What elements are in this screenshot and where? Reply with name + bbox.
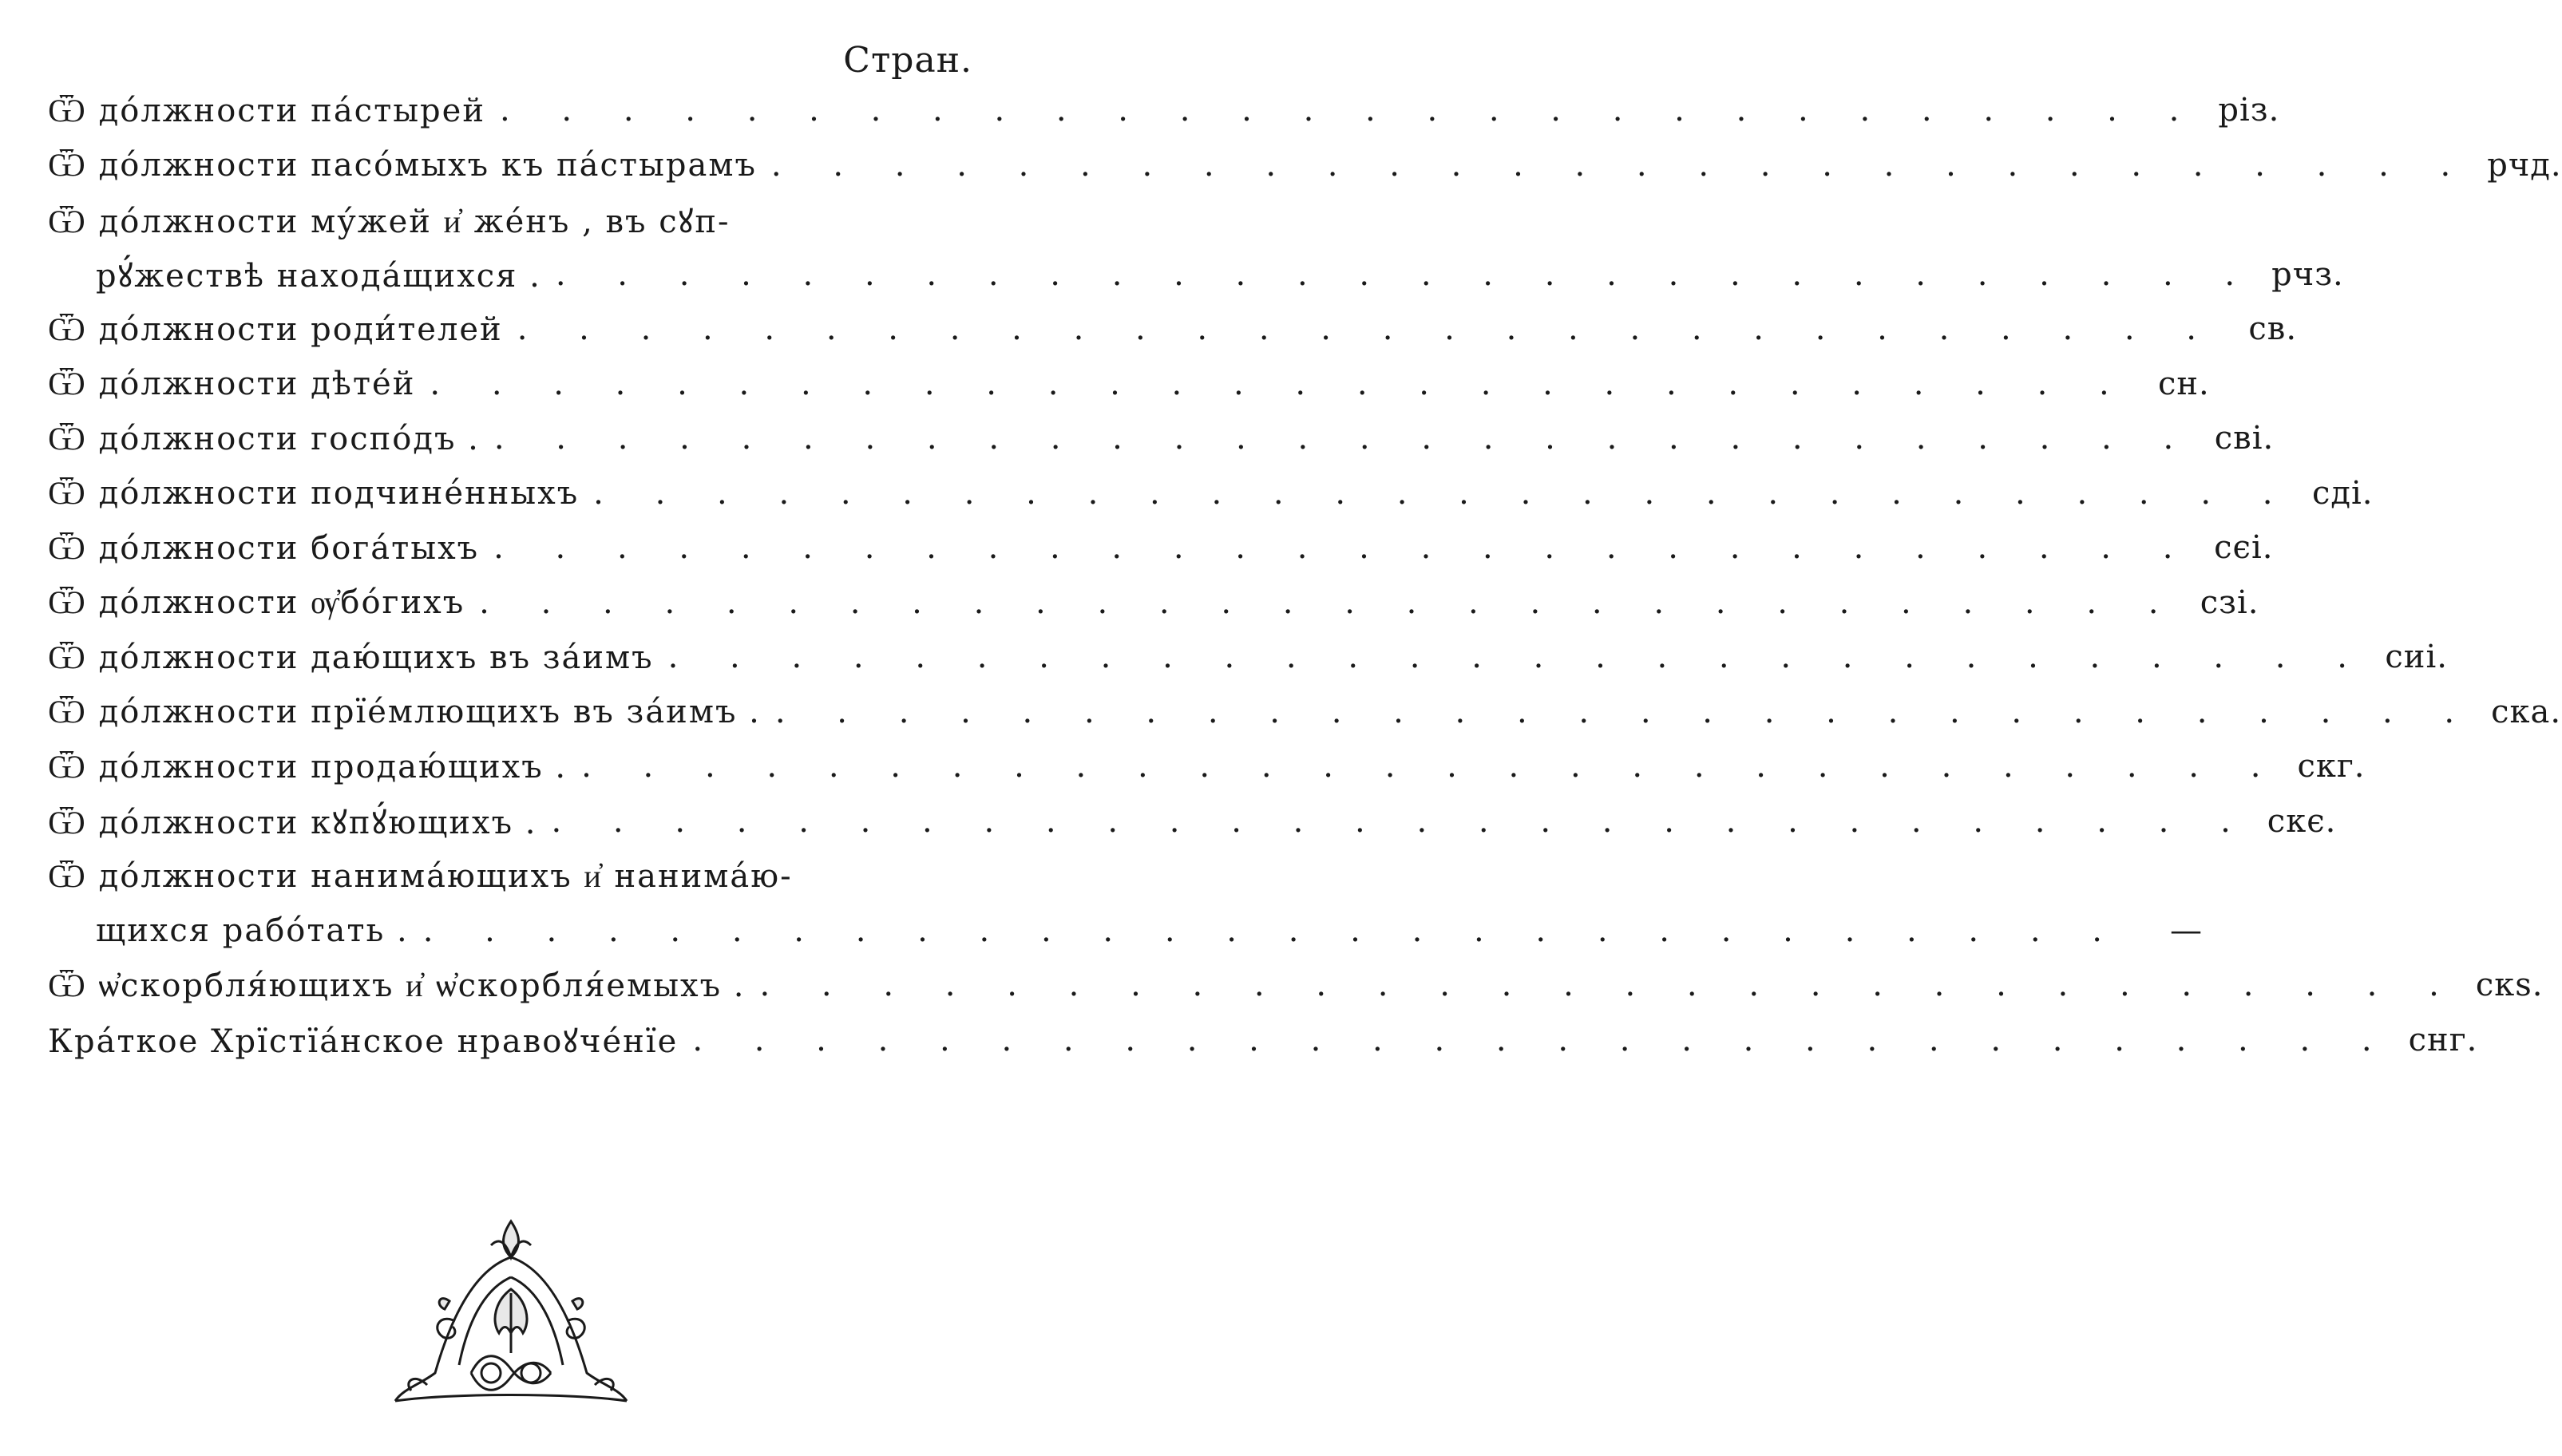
dot-leader: . . . . . . . . . . . . . . . . . . . . . . . . . . . . <box>593 474 2294 512</box>
dot-leader: . . . . . . . . . . . . . . . . . . . . . . . . . . . . <box>479 584 2180 621</box>
toc-entry-title: Ѿ ѡ҆скорбля́ющихъ и҆ ѡ҆скорбля́емыхъ . <box>48 967 746 1004</box>
toc-entry <box>48 192 971 247</box>
toc-entry <box>48 466 2374 521</box>
dot-leader: . . . . . . . . . . . . . . . . . . . . . . . . . . . . <box>555 255 2256 293</box>
dot-leader: . . . . . . . . . . . . . . . . . . . . . . . . . . . . <box>493 420 2195 457</box>
toc-entry-title: щихся рабо́тать . <box>96 912 409 949</box>
toc-entry <box>48 411 2275 466</box>
toc-entry <box>48 83 2280 138</box>
toc-entry-title: Ѿ до́лжности му́жей и҆ же́нъ , въ сꙋп- <box>48 203 731 240</box>
toc-entry-page: сн. <box>2157 365 2210 402</box>
toc-entry-page: сєі. <box>2214 529 2274 567</box>
toc-entry-title: Ѿ до́лжности бога́тыхъ <box>48 529 480 567</box>
toc-entry <box>48 958 2544 1013</box>
toc-entry <box>48 685 2562 740</box>
toc-entry <box>48 576 2259 631</box>
toc-entry-continuation <box>48 904 2204 959</box>
toc-entry-title: Ѿ до́лжности пасо́мыхъ къ па́стырамъ <box>48 147 757 184</box>
toc-entry-page: сзі. <box>2200 584 2259 621</box>
toc-entry-title: Ѿ до́лжности подчине́нныхъ <box>48 475 580 512</box>
toc-entry-page: снг. <box>2408 1021 2478 1058</box>
toc-entry-title: Ѿ до́лжности госпо́дъ . <box>48 420 480 457</box>
toc-entry-page: — <box>2170 912 2204 949</box>
toc-entry-title: Ѿ до́лжности прїе́млющихъ въ за́имъ . <box>48 694 761 731</box>
toc-entry <box>48 849 971 904</box>
toc-entry-title: рꙋ́жествѣ находа́щихся . <box>96 258 541 295</box>
dot-leader: . . . . . . . . . . . . . . . . . . . . . . . . . . . . <box>500 92 2200 129</box>
dot-leader: . . . . . . . . . . . . . . . . . . . . . . . . . . . . <box>422 912 2124 949</box>
toc-entry-page: сиі. <box>2385 639 2448 676</box>
toc-entry-page: сді. <box>2311 474 2374 512</box>
toc-entry-title: Ѿ до́лжности кꙋпꙋ́ющихъ . <box>48 805 537 842</box>
page-column-header: Стран. <box>843 40 972 81</box>
toc-entry-title: Ѿ до́лжности ѹ҆бо́гихъ <box>48 584 465 622</box>
toc-entry-page: св. <box>2248 311 2298 348</box>
toc-entry-title: Кра́ткое Хрїстїа́нское нравоꙋче́нїе <box>48 1023 679 1061</box>
toc-entry <box>48 739 2366 794</box>
toc-entry-page: скѕ. <box>2475 967 2544 1004</box>
toc-entry-page: рчз. <box>2271 255 2344 293</box>
dot-leader: . . . . . . . . . . . . . . . . . . . . . . . . . . . . <box>667 639 2368 676</box>
toc-entry <box>48 138 2562 193</box>
dot-leader: . . . . . . . . . . . . . . . . . . . . . . . . . . . . <box>759 967 2460 1004</box>
toc-entry <box>48 302 2298 357</box>
toc-entry-title: Ѿ до́лжности нанима́ющихъ и҆ нанима́ю- <box>48 857 793 895</box>
toc-entry-continuation <box>48 247 2344 303</box>
dot-leader: . . . . . . . . . . . . . . . . . . . . . . . . . . . . <box>551 802 2251 840</box>
toc-entry-page: різ. <box>2218 92 2280 129</box>
floral-vignette-icon <box>379 1213 643 1421</box>
dot-leader: . . . . . . . . . . . . . . . . . . . . . . . . . . . . <box>493 529 2194 567</box>
table-of-contents <box>48 83 2562 1067</box>
dot-leader: . . . . . . . . . . . . . . . . . . . . . . . . . . . . <box>581 748 2282 785</box>
dot-leader: . . . . . . . . . . . . . . . . . . . . . . . . . . . . <box>430 365 2130 402</box>
toc-entry-title: Ѿ до́лжности даю́щихъ въ за́имъ <box>48 639 654 676</box>
toc-entry <box>48 630 2448 685</box>
toc-entry-page: ска. <box>2491 693 2562 730</box>
toc-entry-page: скє. <box>2267 802 2337 840</box>
toc-entry-page: рчд. <box>2487 146 2562 184</box>
toc-entry-title: Ѿ до́лжности продаю́щихъ . <box>48 748 568 785</box>
dot-leader: . . . . . . . . . . . . . . . . . . . . . . . . . . . . <box>692 1021 2393 1058</box>
toc-entry-title: Ѿ до́лжности дѣте́й <box>48 366 416 403</box>
toc-entry <box>48 794 2337 849</box>
toc-entry <box>48 357 2210 412</box>
toc-entry <box>48 1013 2478 1068</box>
dot-leader: . . . . . . . . . . . . . . . . . . . . . . . . . . . . <box>770 146 2472 184</box>
toc-entry <box>48 520 2274 576</box>
toc-entry-title: Ѿ до́лжности па́стырей <box>48 92 485 129</box>
dot-leader: . . . . . . . . . . . . . . . . . . . . . . . . . . . . <box>774 693 2476 730</box>
dot-leader: . . . . . . . . . . . . . . . . . . . . . . . . . . . . <box>517 311 2218 348</box>
toc-entry-page: скг. <box>2297 748 2366 785</box>
toc-entry-page: сві. <box>2214 420 2275 457</box>
toc-entry-title: Ѿ до́лжности роди́телей <box>48 311 503 348</box>
